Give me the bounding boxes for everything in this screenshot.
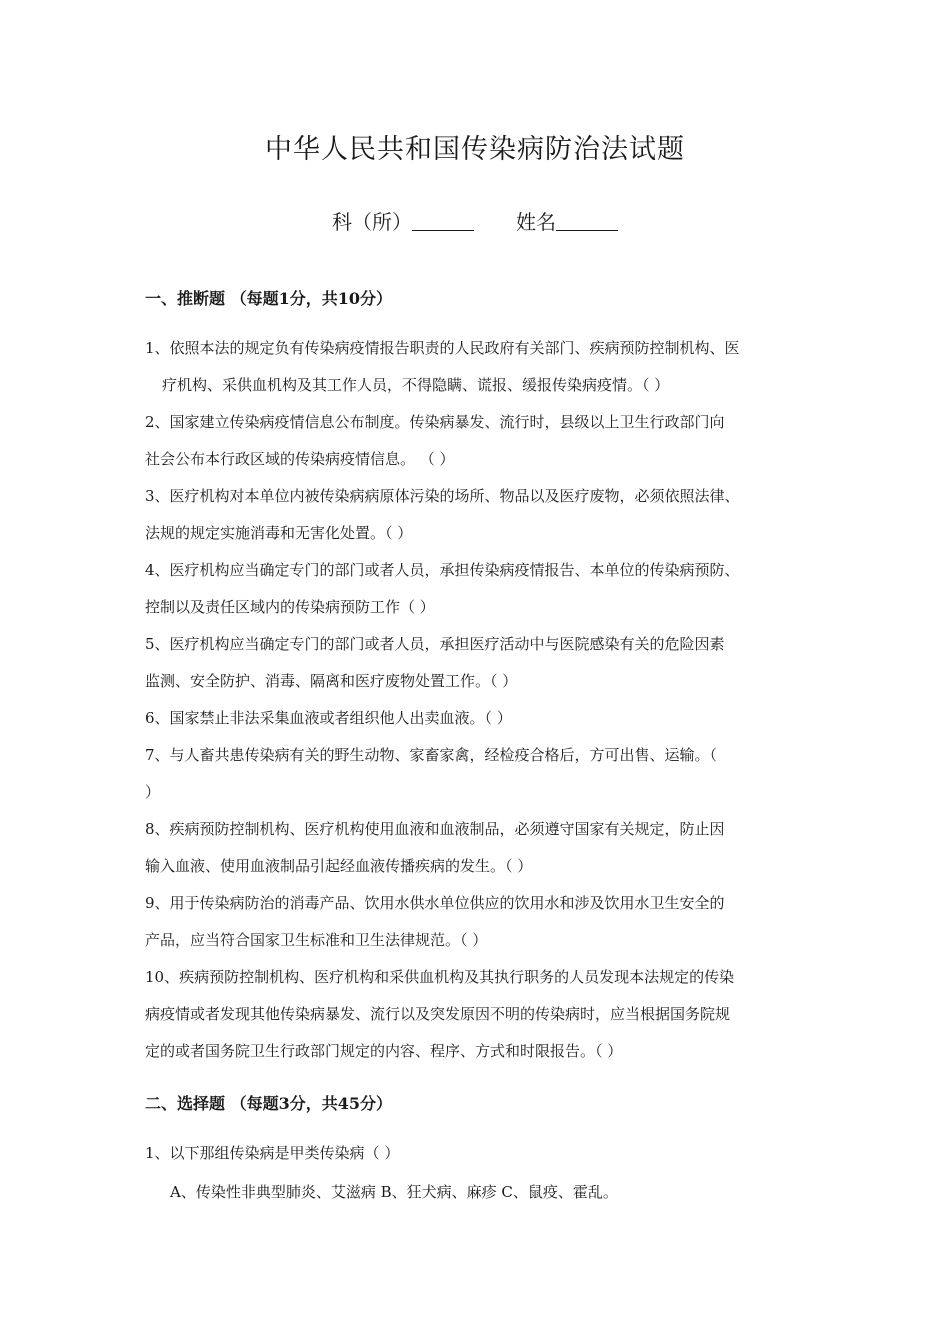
judgment-question-1: 1、依照本法的规定负有传染病疫情报告职责的人民政府有关部门、疾病预防控制机构、医 疗机构、采供血机构及其工作人员，不得隐瞒、谎报、缓报传染病疫情。（ ） xyxy=(145,339,740,394)
name-label: 姓名 xyxy=(516,210,556,234)
section2-heading: 二、选择题 （每题3分，共45分） xyxy=(145,1094,392,1113)
judgment-question-6: 6、国家禁止非法采集血液或者组织他人出卖血液。（ ） xyxy=(145,709,512,727)
dept-blank[interactable] xyxy=(412,208,474,231)
name-blank[interactable] xyxy=(556,208,618,231)
judgment-question-8: 8、疾病预防控制机构、医疗机构使用血液和血液制品，必须遵守国家有关规定，防止因 输入血液、使用血液制品引起经血液传播疾病的发生。（ ） xyxy=(145,820,725,875)
judgment-question-9: 9、用于传染病防治的消毒产品、饮用水供水单位供应的饮用水和涉及饮用水卫生安全的 产品，应当符合国家卫生标准和卫生法律规范。（ ） xyxy=(145,894,725,949)
judgment-question-5: 5、医疗机构应当确定专门的部门或者人员，承担医疗活动中与医院感染有关的危险因素 监测、安全防护、消毒、隔离和医疗废物处置工作。（ ） xyxy=(145,635,725,690)
examinee-info xyxy=(0,206,950,238)
judgment-question-10: 10、疾病预防控制机构、医疗机构和采供血机构及其执行职务的人员发现本法规定的传染 病疫情或者发现其他传染病暴发、流行以及突发原因不明的传染病时，应当根据国务院规 定的或者国务院卫生行政部门规定的内容、程序、方式和时限报告。（ ） xyxy=(145,968,735,1060)
judgment-question-4: 4、医疗机构应当确定专门的部门或者人员，承担传染病疫情报告、本单位的传染病预防、 控制以及责任区域内的传染病预防工作（ ） xyxy=(145,561,740,616)
choice-question-1: 1、以下那组传染病是甲类传染病（ ） xyxy=(145,1144,400,1162)
judgment-question-7: 7、与人畜共患传染病有关的野生动物、家畜家禽，经检疫合格后，方可出售、运输。（ ） xyxy=(145,746,718,801)
dept-label: 科（所） xyxy=(332,210,412,234)
judgment-question-2: 2、国家建立传染病疫情信息公布制度。传染病暴发、流行时，县级以上卫生行政部门向 社会公布本行政区域的传染病疫情信息。 （ ） xyxy=(145,413,725,468)
choice-question-1-options: A、传染性非典型肺炎、艾滋病 B、狂犬病、麻疹 C、鼠疫、霍乱。 xyxy=(170,1183,618,1201)
page-title: 中华人民共和国传染病防治法试题 xyxy=(265,134,685,165)
judgment-question-3: 3、医疗机构对本单位内被传染病病原体污染的场所、物品以及医疗废物，必须依照法律、 法规的规定实施消毒和无害化处置。（ ） xyxy=(145,487,740,542)
section1-heading: 一、推断题 （每题1分，共10分） xyxy=(145,289,392,308)
